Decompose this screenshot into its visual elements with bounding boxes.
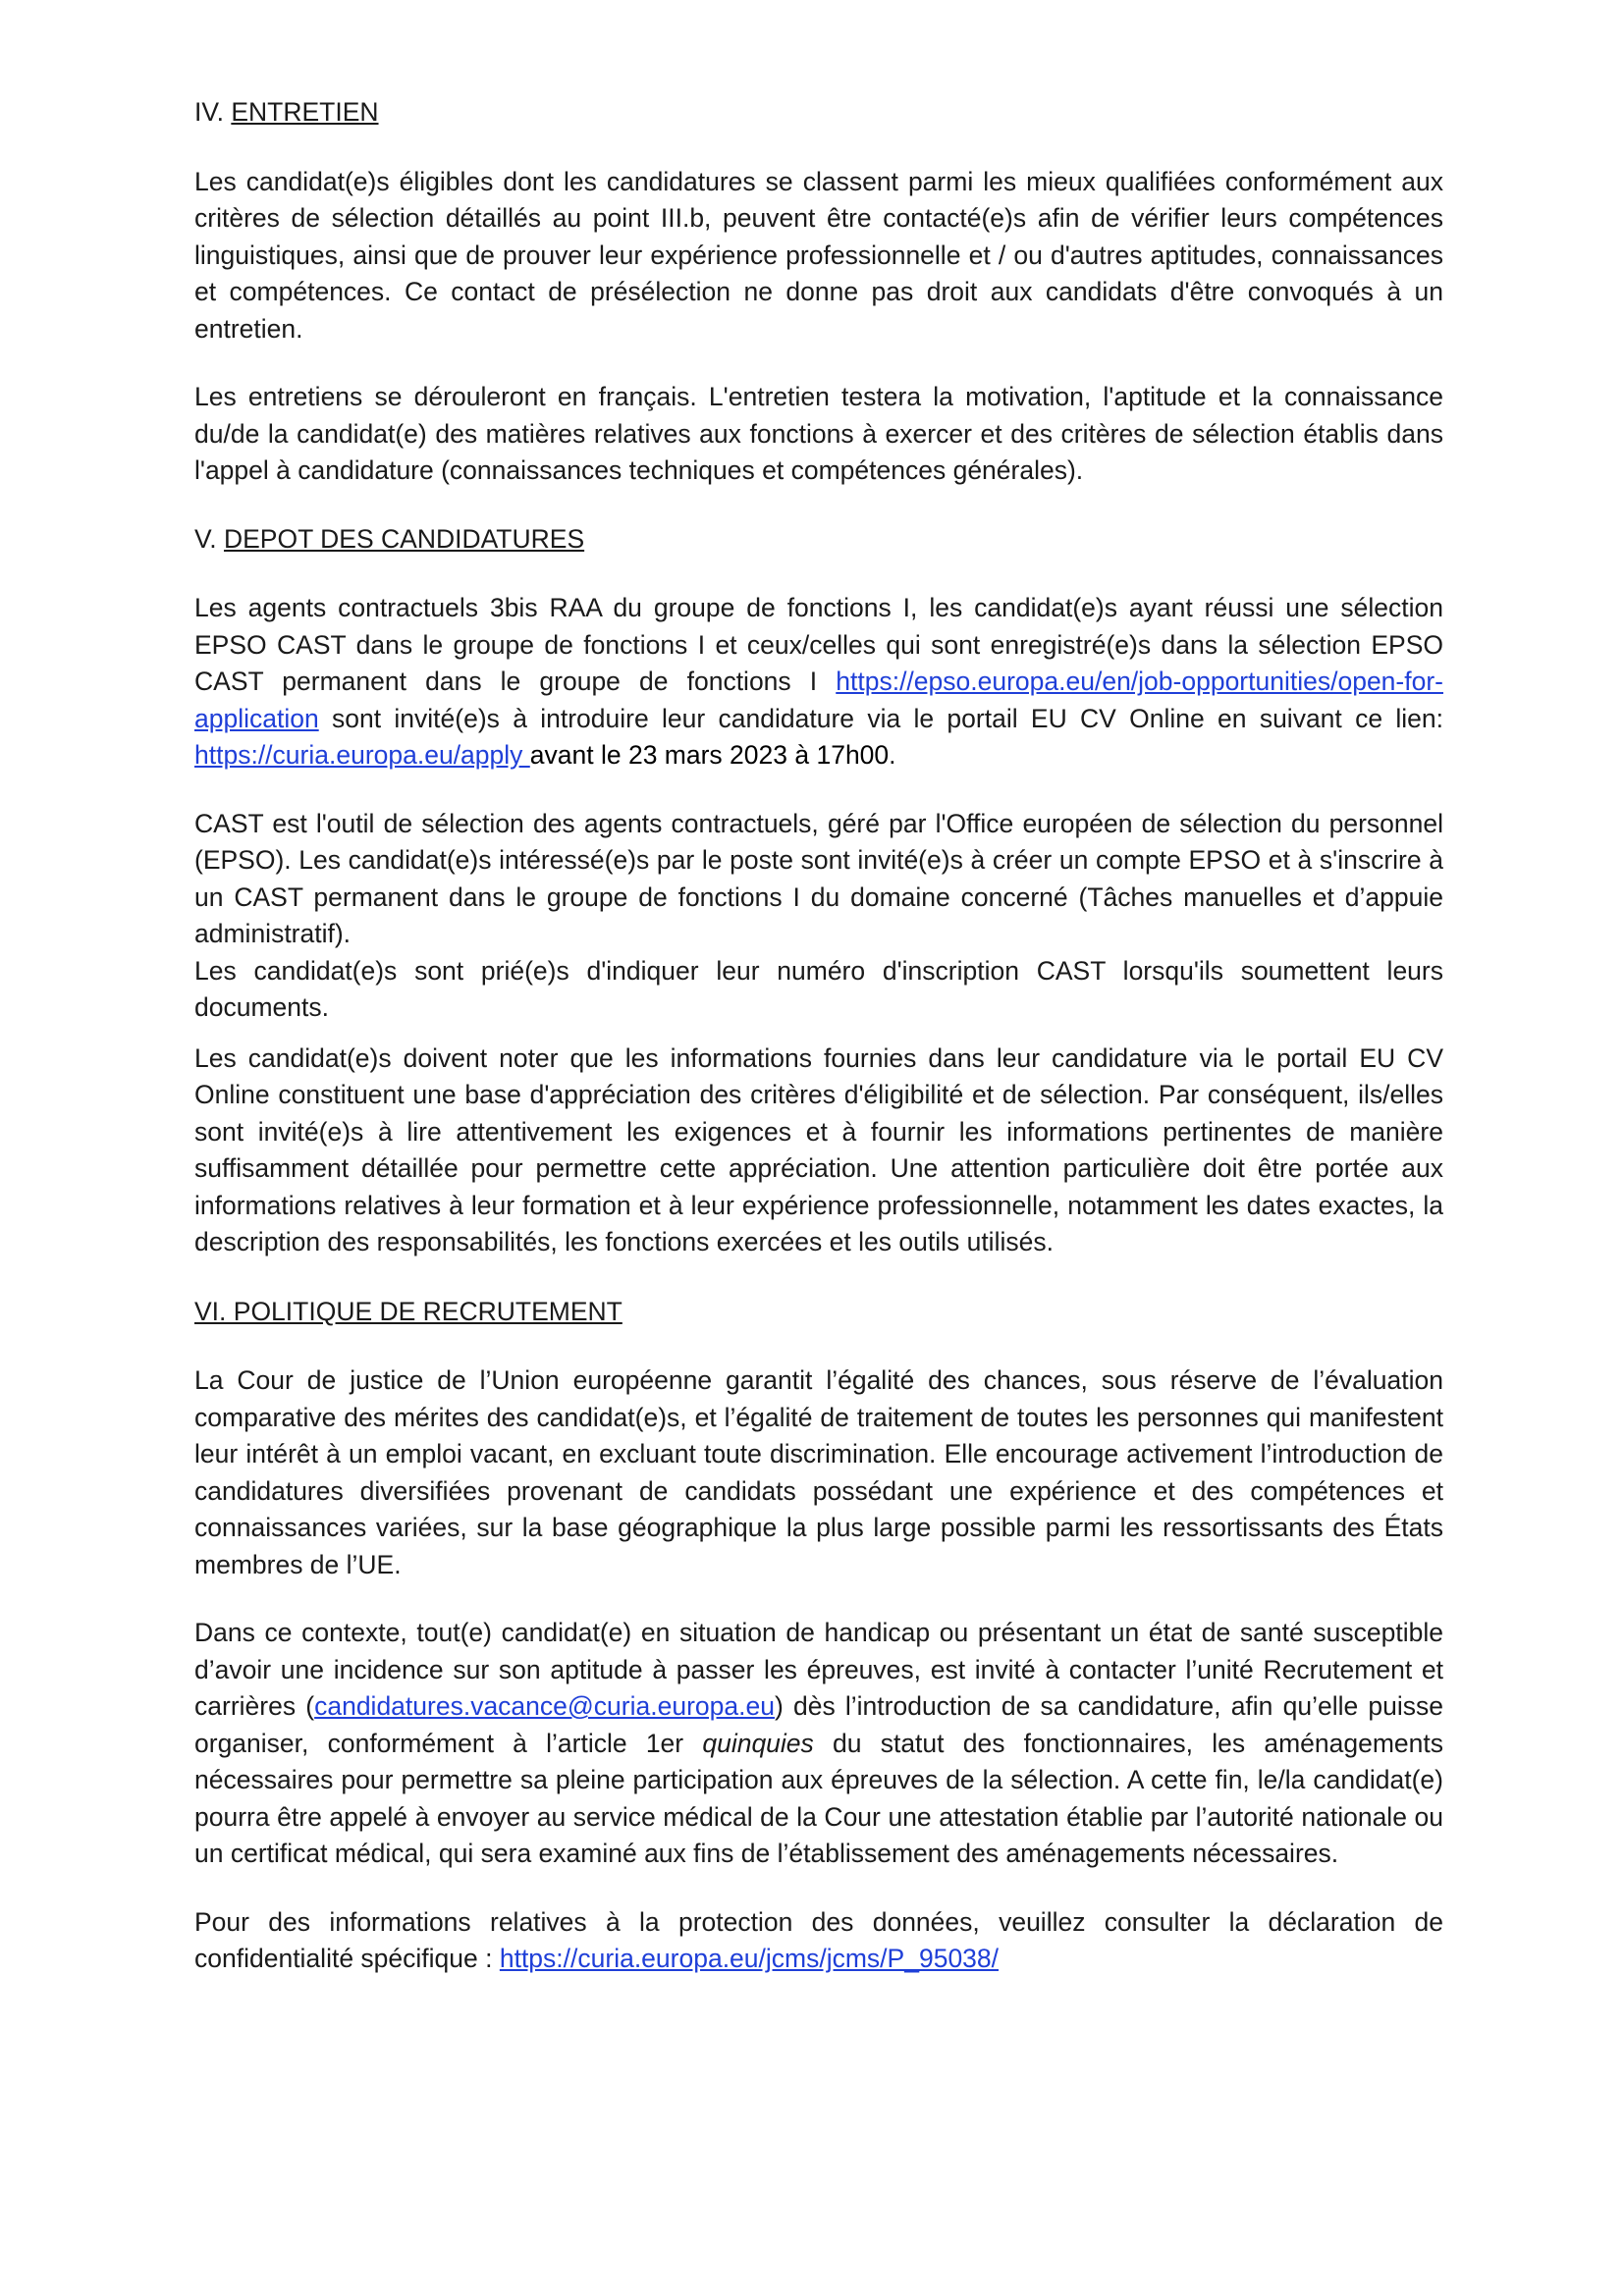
heading-entretien (194, 94, 1443, 132)
heading-title: VI. POLITIQUE DE RECRUTEMENT (194, 1296, 623, 1326)
heading-depot (194, 521, 1443, 559)
depot-paragraph-2: CAST est l'outil de sélection des agents contractuels, géré par l'Office européen de sélection du personnel (EPSO). Les candidat(e)s intéressé(e)s par le poste sont invité(e)s à créer un compte EPSO et à s'inscrire à un CAST permanent dans le groupe de fonctions I du domaine concerné (Tâches manuelles et d’appuie administratif). (194, 808, 1443, 948)
deadline-text: avant le 23 mars 2023 à 17h00 (529, 740, 890, 770)
epso-link[interactable]: https://epso.europa.eu/en/job-opportunities/open-for-application (194, 667, 1443, 733)
depot-paragraph-3: Les candidat(e)s sont prié(e)s d'indiquer leur numéro d'inscription CAST lorsqu'ils soumettent leurs documents. (194, 955, 1443, 1022)
apply-link[interactable]: https://curia.europa.eu/apply (194, 740, 530, 770)
depot-paragraph-1 (194, 590, 1443, 774)
heading-title: DEPOT DES CANDIDATURES (223, 523, 585, 554)
depot-text: sont invité(e)s à introduire leur candidature via le portail EU CV Online en suivant ce lien: (318, 703, 1443, 733)
heading-number: V. (194, 523, 217, 554)
depot-paragraph-4: Les candidat(e)s doivent noter que les informations fournies dans leur candidature via le portail EU CV Online constituent une base d'appréciation des critères d'éligibilité et de sélection. Par conséquent, ils/elles sont invité(e)s à lire attentivement les exigences et à fournir les informations pertinentes de manière suffisamment détaillée pour permettre cette appréciation. Une attention particulière doit être portée aux informations relatives à leur formation et à leur expérience professionnelle, notamment les dates exactes, la description des responsabilités, les fonctions exercées et les outils utilisés. (194, 1042, 1443, 1256)
depot-text: . (889, 740, 896, 770)
politique-text: du statut des fonctionnaires, les aménagements nécessaires pour permettre sa pleine participation aux épreuves de la sélection. A cette fin, le/la candidat(e) pourra être appelé à envoyer au service médical de la Cour une attestation établie par l’autorité nationale ou un certificat médical, qui sera examiné aux fins de l’établissement des aménagements nécessaires. (194, 1728, 1443, 1868)
email-link[interactable]: candidatures.vacance@curia.europa.eu (314, 1691, 775, 1721)
italic-term: quinquies (702, 1728, 814, 1758)
entretien-paragraph-1: Les candidat(e)s éligibles dont les candidatures se classent parmi les mieux qualifiées conformément aux critères de sélection détaillés au point III.b, peuvent être contacté(e)s afin de vérifier leurs compétences linguistiques, ainsi que de prouver leur expérience professionnelle et / ou d'autres aptitudes, connaissances et compétences. Ce contact de présélection ne donne pas droit aux candidats d'être convoqués à un entretien. (194, 166, 1443, 344)
politique-paragraph-1: La Cour de justice de l’Union européenne garantit l’égalité des chances, sous réserve de l’évaluation comparative des mérites des candidat(e)s, et l’égalité de traitement de toutes les personnes qui manifestent leur intérêt à un emploi vacant, en excluant toute discrimination. Elle encourage activement l’introduction de candidatures diversifiées provenant de candidats possédant une expérience et des compétences et connaissances variées, sur la base géographique la plus large possible parmi les ressortissants des États membres de l’UE. (194, 1365, 1443, 1579)
politique-text: Pour des informations relatives à la protection des données, veuillez consulter la déclaration de confidentialité spécifique : (194, 1906, 1443, 1973)
heading-title: ENTRETIEN (231, 97, 379, 127)
document-body (194, 94, 1443, 1978)
politique-paragraph-3 (194, 1904, 1443, 1978)
heading-politique (194, 1294, 1443, 1331)
politique-text: Dans ce contexte, tout(e) candidat(e) en situation de handicap ou présentant un état de santé susceptible d’avoir une incidence sur son aptitude à passer les épreuves, est invité à contacter l’unité Recrutement et carrières ( (194, 1618, 1443, 1721)
heading-number: IV. (194, 97, 224, 127)
entretien-paragraph-2: Les entretiens se dérouleront en français. L'entretien testera la motivation, l'aptitude et la connaissance du/de la candidat(e) des matières relatives aux fonctions à exercer et des critères de sélection établis dans l'appel à candidature (connaissances techniques et compétences générales). (194, 382, 1443, 485)
politique-text: ) dès l’introduction de sa candidature, afin qu’elle puisse organiser, conformément à l’article 1er (194, 1691, 1443, 1758)
privacy-link[interactable]: https://curia.europa.eu/jcms/jcms/P_95038/ (499, 1944, 1000, 1973)
politique-paragraph-2 (194, 1615, 1443, 1873)
depot-text: Les agents contractuels 3bis RAA du groupe de fonctions I, les candidat(e)s ayant réussi une sélection EPSO CAST dans le groupe de fonctions I et ceux/celles qui sont enregistré(e)s dans la sélection EPSO CAST permanent dans le groupe de fonctions I (194, 593, 1443, 696)
